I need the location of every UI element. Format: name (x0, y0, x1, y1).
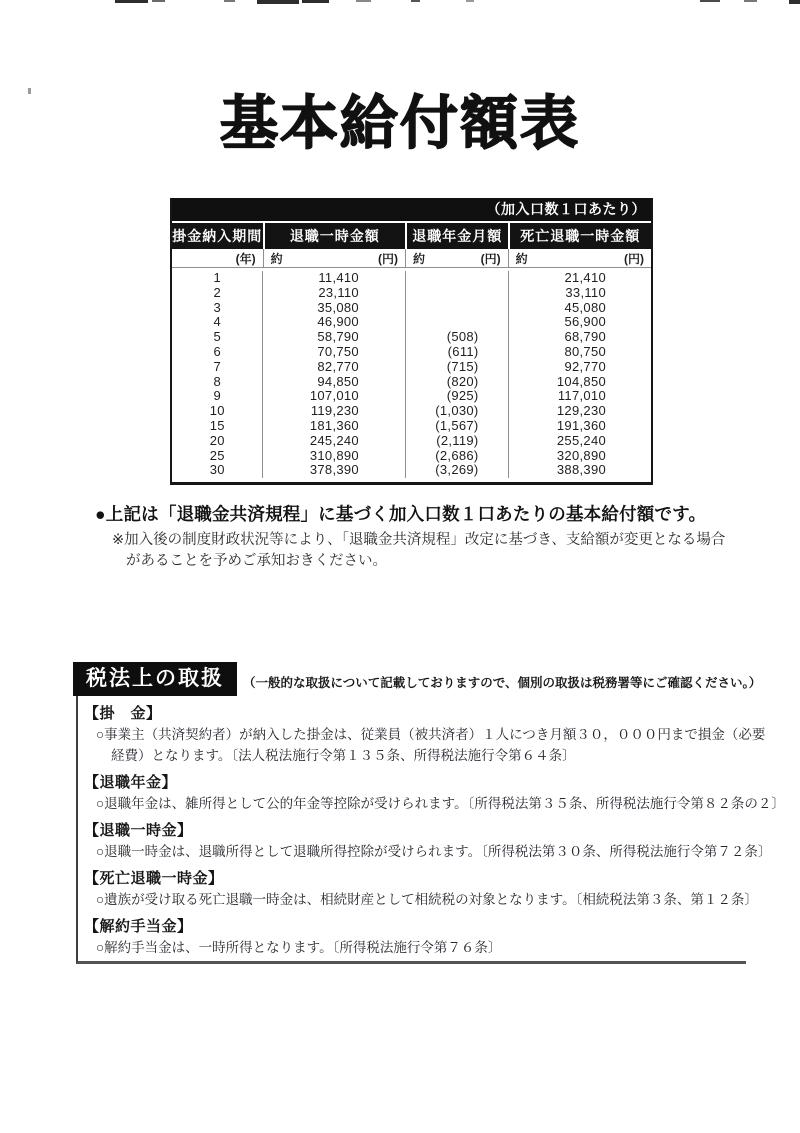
tax-section-note: （一般的な取扱について記載しておりますので、個別の取扱は税務署等にご確認ください。） (243, 676, 762, 690)
scan-artifact (789, 0, 800, 4)
cell-years: 2 (213, 284, 221, 300)
cell-pension (405, 286, 508, 301)
unit-yen: (円) (480, 251, 501, 266)
cell-years: 30 (209, 462, 225, 478)
scan-artifact (466, 0, 474, 2)
column-header: 掛金納入期間 (172, 228, 263, 244)
table-row (172, 404, 651, 419)
tax-item-line: ○遺族が受け取る死亡退職一時金は、相続財産として相続税の対象となります。〔相続税法第３条、第１２条〕 (96, 892, 758, 907)
table-row (172, 389, 651, 404)
tax-item-line: ○解約手当金は、一時所得となります。〔所得税法施行令第７６条〕 (96, 940, 502, 955)
cell-pension: (715) (405, 360, 508, 375)
cell-pension: (508) (405, 330, 508, 345)
cell-death: 255,240 (508, 434, 651, 449)
unit-yen: (円) (378, 251, 399, 266)
cell-pension: (820) (405, 375, 508, 390)
cell-years: 1 (213, 270, 221, 285)
table-units-row (172, 249, 651, 268)
cell-lump: 23,110 (262, 286, 404, 301)
benefit-table (170, 198, 653, 485)
table-row (172, 434, 651, 449)
cell-death: 104,850 (508, 375, 651, 390)
table-row (172, 463, 651, 478)
table-row (172, 315, 651, 330)
tax-content-box (76, 696, 785, 964)
unit-approx: 約 (515, 251, 528, 266)
cell-lump: 245,240 (262, 434, 404, 449)
table-row (172, 345, 651, 360)
table-notes (0, 501, 800, 571)
cell-years: 20 (209, 432, 225, 448)
cell-pension (405, 271, 508, 286)
cell-lump: 35,080 (262, 301, 404, 316)
scan-artifact (411, 0, 420, 2)
cell-death: 320,890 (508, 449, 651, 464)
cell-death: 33,110 (508, 286, 651, 301)
cell-years: 7 (213, 358, 221, 374)
cell-death: 56,900 (508, 315, 651, 330)
scan-artifact (115, 0, 148, 3)
tax-item-line: ○退職一時金は、退職所得として退職所得控除が受けられます。〔所得税法第３０条、所得税法施行令第７２条〕 (96, 844, 772, 859)
cell-pension: (1,030) (405, 404, 508, 419)
cell-years: 9 (213, 388, 221, 404)
note-main: ●上記は「退職金共済規程」に基づく加入口数１口あたりの基本給付額です。 (95, 504, 707, 524)
scan-artifact (356, 0, 371, 2)
scan-artifact (152, 0, 165, 2)
tax-item-label: 【退職一時金】 (84, 822, 193, 839)
note-sub-line2: があることを予めご承知おきください。 (126, 553, 387, 569)
cell-death: 80,750 (508, 345, 651, 360)
table-row (172, 419, 651, 434)
unit-yen: (円) (624, 251, 644, 266)
tax-item-line: ○退職年金は、雑所得として公的年金等控除が受けられます。〔所得税法第３５条、所得税法施行令第８２条の２〕 (96, 796, 785, 811)
cell-death: 45,080 (508, 301, 651, 316)
cell-years: 10 (209, 403, 225, 419)
cell-lump: 58,790 (262, 330, 404, 345)
column-header: 退職一時金額 (263, 223, 405, 249)
scan-artifact (302, 0, 329, 3)
table-row (172, 449, 651, 464)
cell-death: 92,770 (508, 360, 651, 375)
cell-death: 191,360 (508, 419, 651, 434)
page-title: 基本給付額表 (219, 91, 580, 156)
tax-item-label: 【解約手当金】 (84, 918, 193, 935)
table-header-row (172, 223, 651, 249)
table-body (172, 268, 651, 482)
unit-approx: 約 (270, 251, 283, 266)
cell-years: 8 (213, 373, 221, 389)
cell-pension: (2,686) (405, 449, 508, 464)
cell-years: 6 (213, 343, 221, 359)
cell-lump: 181,360 (262, 419, 404, 434)
unit-year: (年) (235, 251, 256, 266)
cell-death: 117,010 (508, 389, 651, 404)
cell-pension (405, 315, 508, 330)
cell-lump: 46,900 (262, 315, 404, 330)
unit-money (508, 249, 651, 267)
scan-artifact (700, 0, 720, 2)
column-header: 退職年金月額 (405, 223, 508, 249)
tax-section-heading: 税法上の取扱 (73, 662, 237, 696)
cell-lump: 378,390 (262, 463, 404, 478)
cell-years: 5 (213, 329, 221, 345)
tax-item-label: 【退職年金】 (84, 774, 178, 791)
table-row (172, 271, 651, 286)
table-row (172, 360, 651, 375)
table-row (172, 375, 651, 390)
tax-item-line: ○事業主（共済契約者）が納入した掛金は、従業員（被共済者）１人につき月額３０，０００円まで損金（必要 (96, 727, 766, 742)
cell-pension: (3,269) (405, 463, 508, 478)
unit-approx: 約 (413, 251, 426, 266)
cell-years: 4 (213, 314, 221, 330)
scan-artifact (224, 0, 235, 2)
cell-lump: 94,850 (262, 375, 404, 390)
table-row (172, 301, 651, 316)
column-header: 死亡退職一時金額 (508, 223, 651, 249)
scan-artifact (257, 0, 299, 4)
cell-death: 388,390 (508, 463, 651, 478)
cell-death: 129,230 (508, 404, 651, 419)
tax-item-line: 経費）となります。〔法人税法施行令第１３５条、所得税法施行令第６４条〕 (111, 748, 576, 763)
cell-pension: (611) (405, 345, 508, 360)
cell-death: 68,790 (508, 330, 651, 345)
cell-lump: 11,410 (262, 271, 404, 286)
cell-pension: (925) (405, 389, 508, 404)
unit-money (263, 249, 405, 267)
cell-lump: 107,010 (262, 389, 404, 404)
cell-pension (405, 301, 508, 316)
cell-pension: (1,567) (405, 419, 508, 434)
cell-pension: (2,119) (405, 434, 508, 449)
tax-item-label: 【掛 金】 (84, 705, 162, 722)
cell-years: 15 (209, 417, 225, 433)
cell-lump: 119,230 (262, 404, 404, 419)
unit-money (405, 249, 508, 267)
scan-artifact (744, 0, 757, 2)
cell-lump: 70,750 (262, 345, 404, 360)
cell-years: 25 (209, 447, 225, 463)
note-sub-line1: ※加入後の制度財政状況等により、「退職金共済規程」改定に基づき、支給額が変更となる場合 (112, 532, 726, 548)
cell-lump: 82,770 (262, 360, 404, 375)
tax-item-label: 【死亡退職一時金】 (84, 870, 224, 887)
table-caption: （加入口数１口あたり） (172, 198, 651, 223)
cell-lump: 310,890 (262, 449, 404, 464)
cell-years: 3 (213, 299, 221, 315)
cell-death: 21,410 (508, 271, 651, 286)
table-row (172, 286, 651, 301)
table-row (172, 330, 651, 345)
